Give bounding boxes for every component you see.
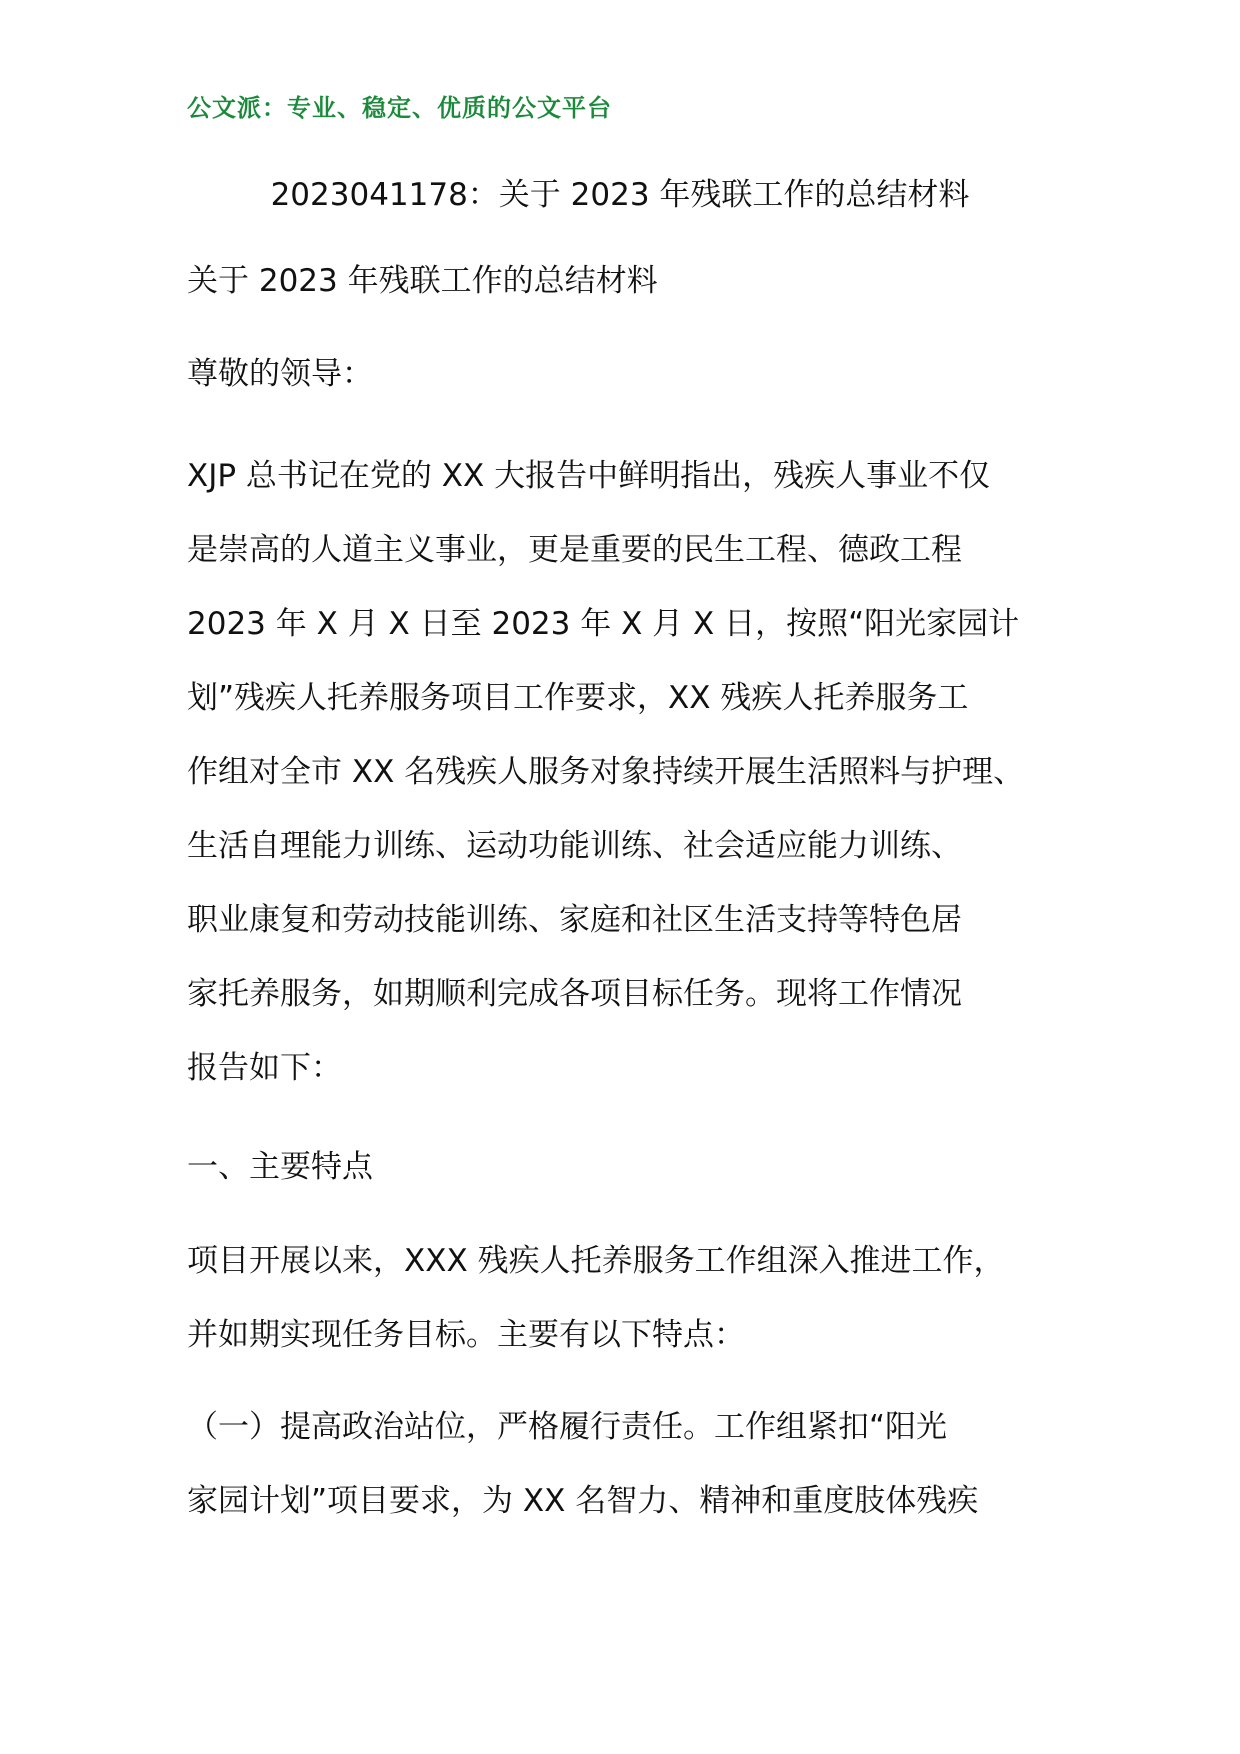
paragraph-line: 报告如下： — [187, 1050, 342, 1086]
document-subtitle — [187, 244, 1067, 318]
paragraph-line: 家园计划”项目要求，为 XX 名智力、精神和重度肢体残疾 — [187, 1483, 979, 1519]
paragraph-line: 并如期实现任务目标。主要有以下特点： — [187, 1317, 745, 1353]
paragraph-feature-one — [187, 1390, 1067, 1538]
paragraph-line: 划”残疾人托养服务项目工作要求，XX 残疾人托养服务工 — [187, 680, 969, 716]
paragraph-line: 作组对全市 XX 名残疾人服务对象持续开展生活照料与护理、 — [187, 754, 1025, 790]
header-brand: 公文派：专业、稳定、优质的公文平台 — [187, 93, 612, 122]
section-heading-line: 一、主要特点 — [187, 1149, 373, 1185]
paragraph-intro — [187, 439, 1067, 1105]
paragraph-line: 生活自理能力训练、运动功能训练、社会适应能力训练、 — [187, 828, 962, 864]
paragraph-line: （一）提高政治站位，严格履行责任。工作组紧扣“阳光 — [187, 1409, 948, 1445]
paragraph-features-intro — [187, 1224, 1067, 1372]
paragraph-line: 职业康复和劳动技能训练、家庭和社区生活支持等特色居 — [187, 902, 962, 938]
paragraph-line: 项目开展以来，XXX 残疾人托养服务工作组深入推进工作， — [187, 1243, 1005, 1279]
salutation — [187, 337, 1067, 411]
subtitle-line: 关于 2023 年残联工作的总结材料 — [187, 263, 658, 299]
paragraph-line: 家托养服务，如期顺利完成各项目标任务。现将工作情况 — [187, 976, 962, 1012]
document-title: 2023041178：关于 2023 年残联工作的总结材料 — [270, 177, 970, 213]
paragraph-line: XJP 总书记在党的 XX 大报告中鲜明指出，残疾人事业不仅 — [187, 458, 991, 494]
salutation-line: 尊敬的领导： — [187, 356, 373, 392]
paragraph-line: 2023 年 X 月 X 日至 2023 年 X 月 X 日，按照“阳光家园计 — [187, 606, 1020, 642]
paragraph-line: 是崇高的人道主义事业，更是重要的民生工程、德政工程 — [187, 532, 962, 568]
section-heading — [187, 1130, 1067, 1204]
